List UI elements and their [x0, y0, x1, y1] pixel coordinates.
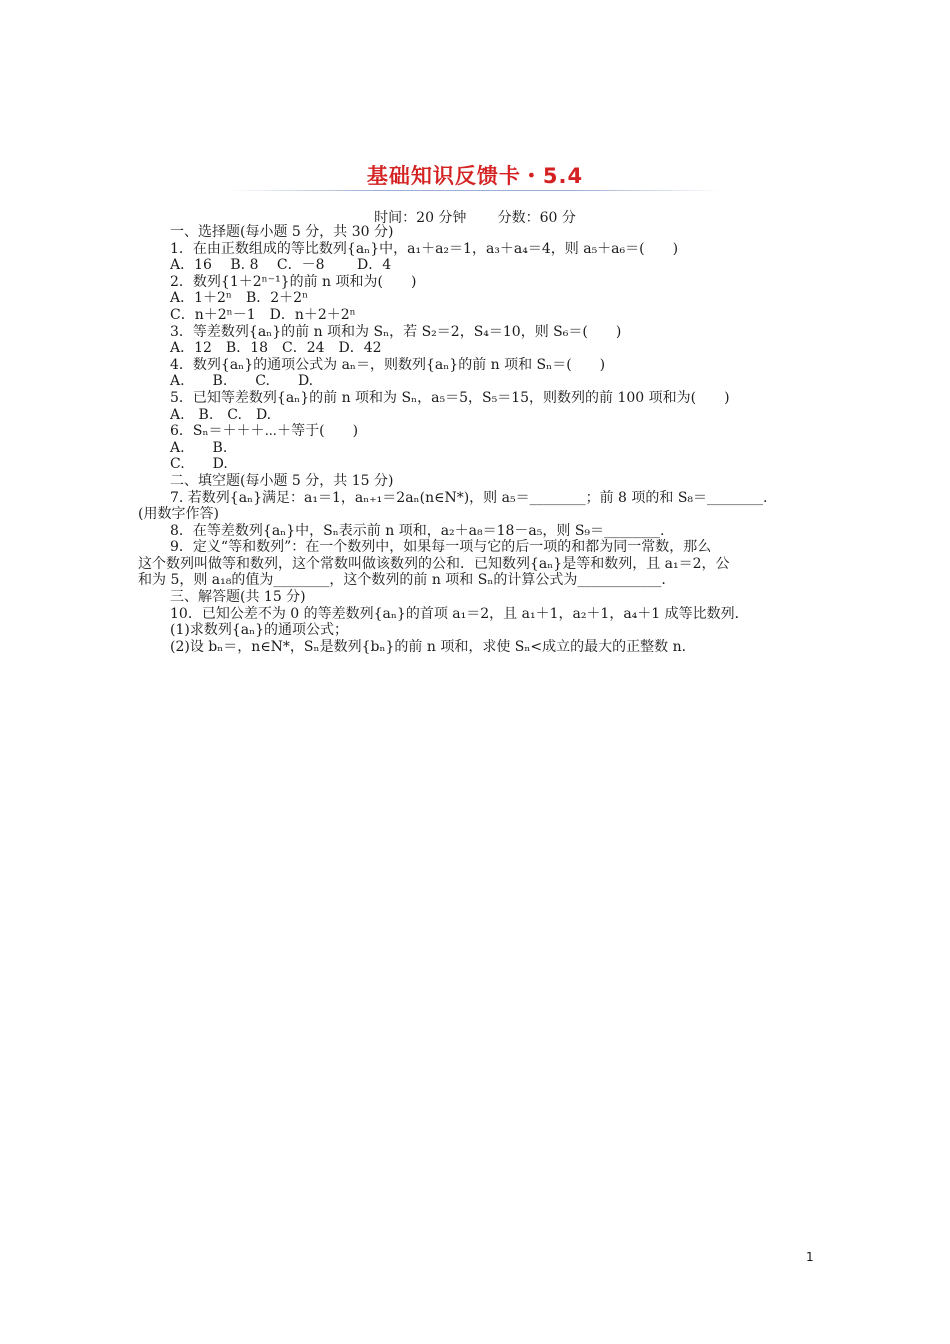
question-9-line-2: 这个数列叫做等和数列，这个常数叫做该数列的公和．已知数列{aₙ}是等和数列，且 a₁＝2，公 — [138, 555, 730, 572]
question-2: 2．数列{1＋2ⁿ⁻¹}的前 n 项和为( ) — [170, 273, 417, 290]
section-heading-choice: 一、选择题(每小题 5 分，共 30 分) — [170, 224, 394, 240]
question-1-options: A．16 B. 8 C．－8 D．4 — [170, 257, 392, 274]
question-10-part-2: (2)设 bₙ＝，n∈N*，Sₙ是数列{bₙ}的前 n 项和，求使 Sₙ<成立的最大的正整数 n. — [170, 638, 687, 655]
question-4-options: A. B. C. D. — [170, 373, 314, 390]
question-9-line-1: 9．定义“等和数列”：在一个数列中，如果每一项与它的后一项的和都为同一常数，那么 — [170, 539, 712, 556]
section-heading-fill: 二、填空题(每小题 5 分，共 15 分) — [170, 472, 394, 489]
document-title: 基础知识反馈卡・5.4 — [366, 164, 584, 188]
question-5-options: A. B. C. D. — [170, 406, 272, 423]
question-6-options-ab: A. B. — [170, 439, 228, 456]
question-3-options: A．12 B．18 C．24 D．42 — [170, 340, 382, 357]
question-7: 7. 若数列{aₙ}满足：a₁＝1，aₙ₊₁＝2aₙ(n∈N*)，则 a₅＝________；前 8 项的和 S₈＝________. — [170, 489, 768, 506]
time-score-info: 时间：20 分钟 分数：60 分 — [374, 210, 576, 226]
question-9-line-3: 和为 5，则 a₁₈的值为________，这个数列的前 n 项和 Sₙ的计算公式为____________. — [138, 572, 666, 589]
question-10-part-1: (1)求数列{aₙ}的通项公式； — [170, 622, 349, 639]
section-heading-solve: 三、解答题(共 15 分) — [170, 589, 306, 606]
question-5: 5．已知等差数列{aₙ}的前 n 项和为 Sₙ，a₅＝5，S₅＝15，则数列的前 100 项和为( ) — [170, 389, 730, 406]
question-2-options-cd: C．n＋2ⁿ－1 D．n＋2＋2ⁿ — [170, 306, 356, 323]
question-7-note: (用数字作答) — [138, 506, 219, 523]
question-10: 10．已知公差不为 0 的等差数列{aₙ}的首项 a₁＝2，且 a₁＋1，a₂＋1，a₄＋1 成等比数列． — [170, 605, 749, 622]
question-3: 3．等差数列{aₙ}的前 n 项和为 Sₙ，若 S₂＝2，S₄＝10，则 S₆＝( ) — [170, 323, 622, 340]
question-body — [138, 224, 820, 655]
title-underline — [228, 190, 722, 191]
question-4: 4．数列{aₙ}的通项公式为 aₙ＝，则数列{aₙ}的前 n 项和 Sₙ＝( ) — [170, 356, 606, 373]
question-8: 8．在等差数列{aₙ}中，Sₙ表示前 n 项和，a₂＋a₈＝18－a₅，则 S₉＝________. — [170, 522, 665, 539]
question-1: 1．在由正数组成的等比数列{aₙ}中，a₁＋a₂＝1，a₃＋a₄＝4，则 a₅＋a₆＝( ) — [170, 240, 679, 257]
question-2-options-ab: A．1＋2ⁿ B．2＋2ⁿ — [170, 290, 309, 307]
question-6-options-cd: C. D. — [170, 456, 228, 473]
page-number: 1 — [806, 1250, 814, 1264]
question-6: 6．Sₙ＝＋＋＋⋯＋等于( ) — [170, 423, 359, 440]
